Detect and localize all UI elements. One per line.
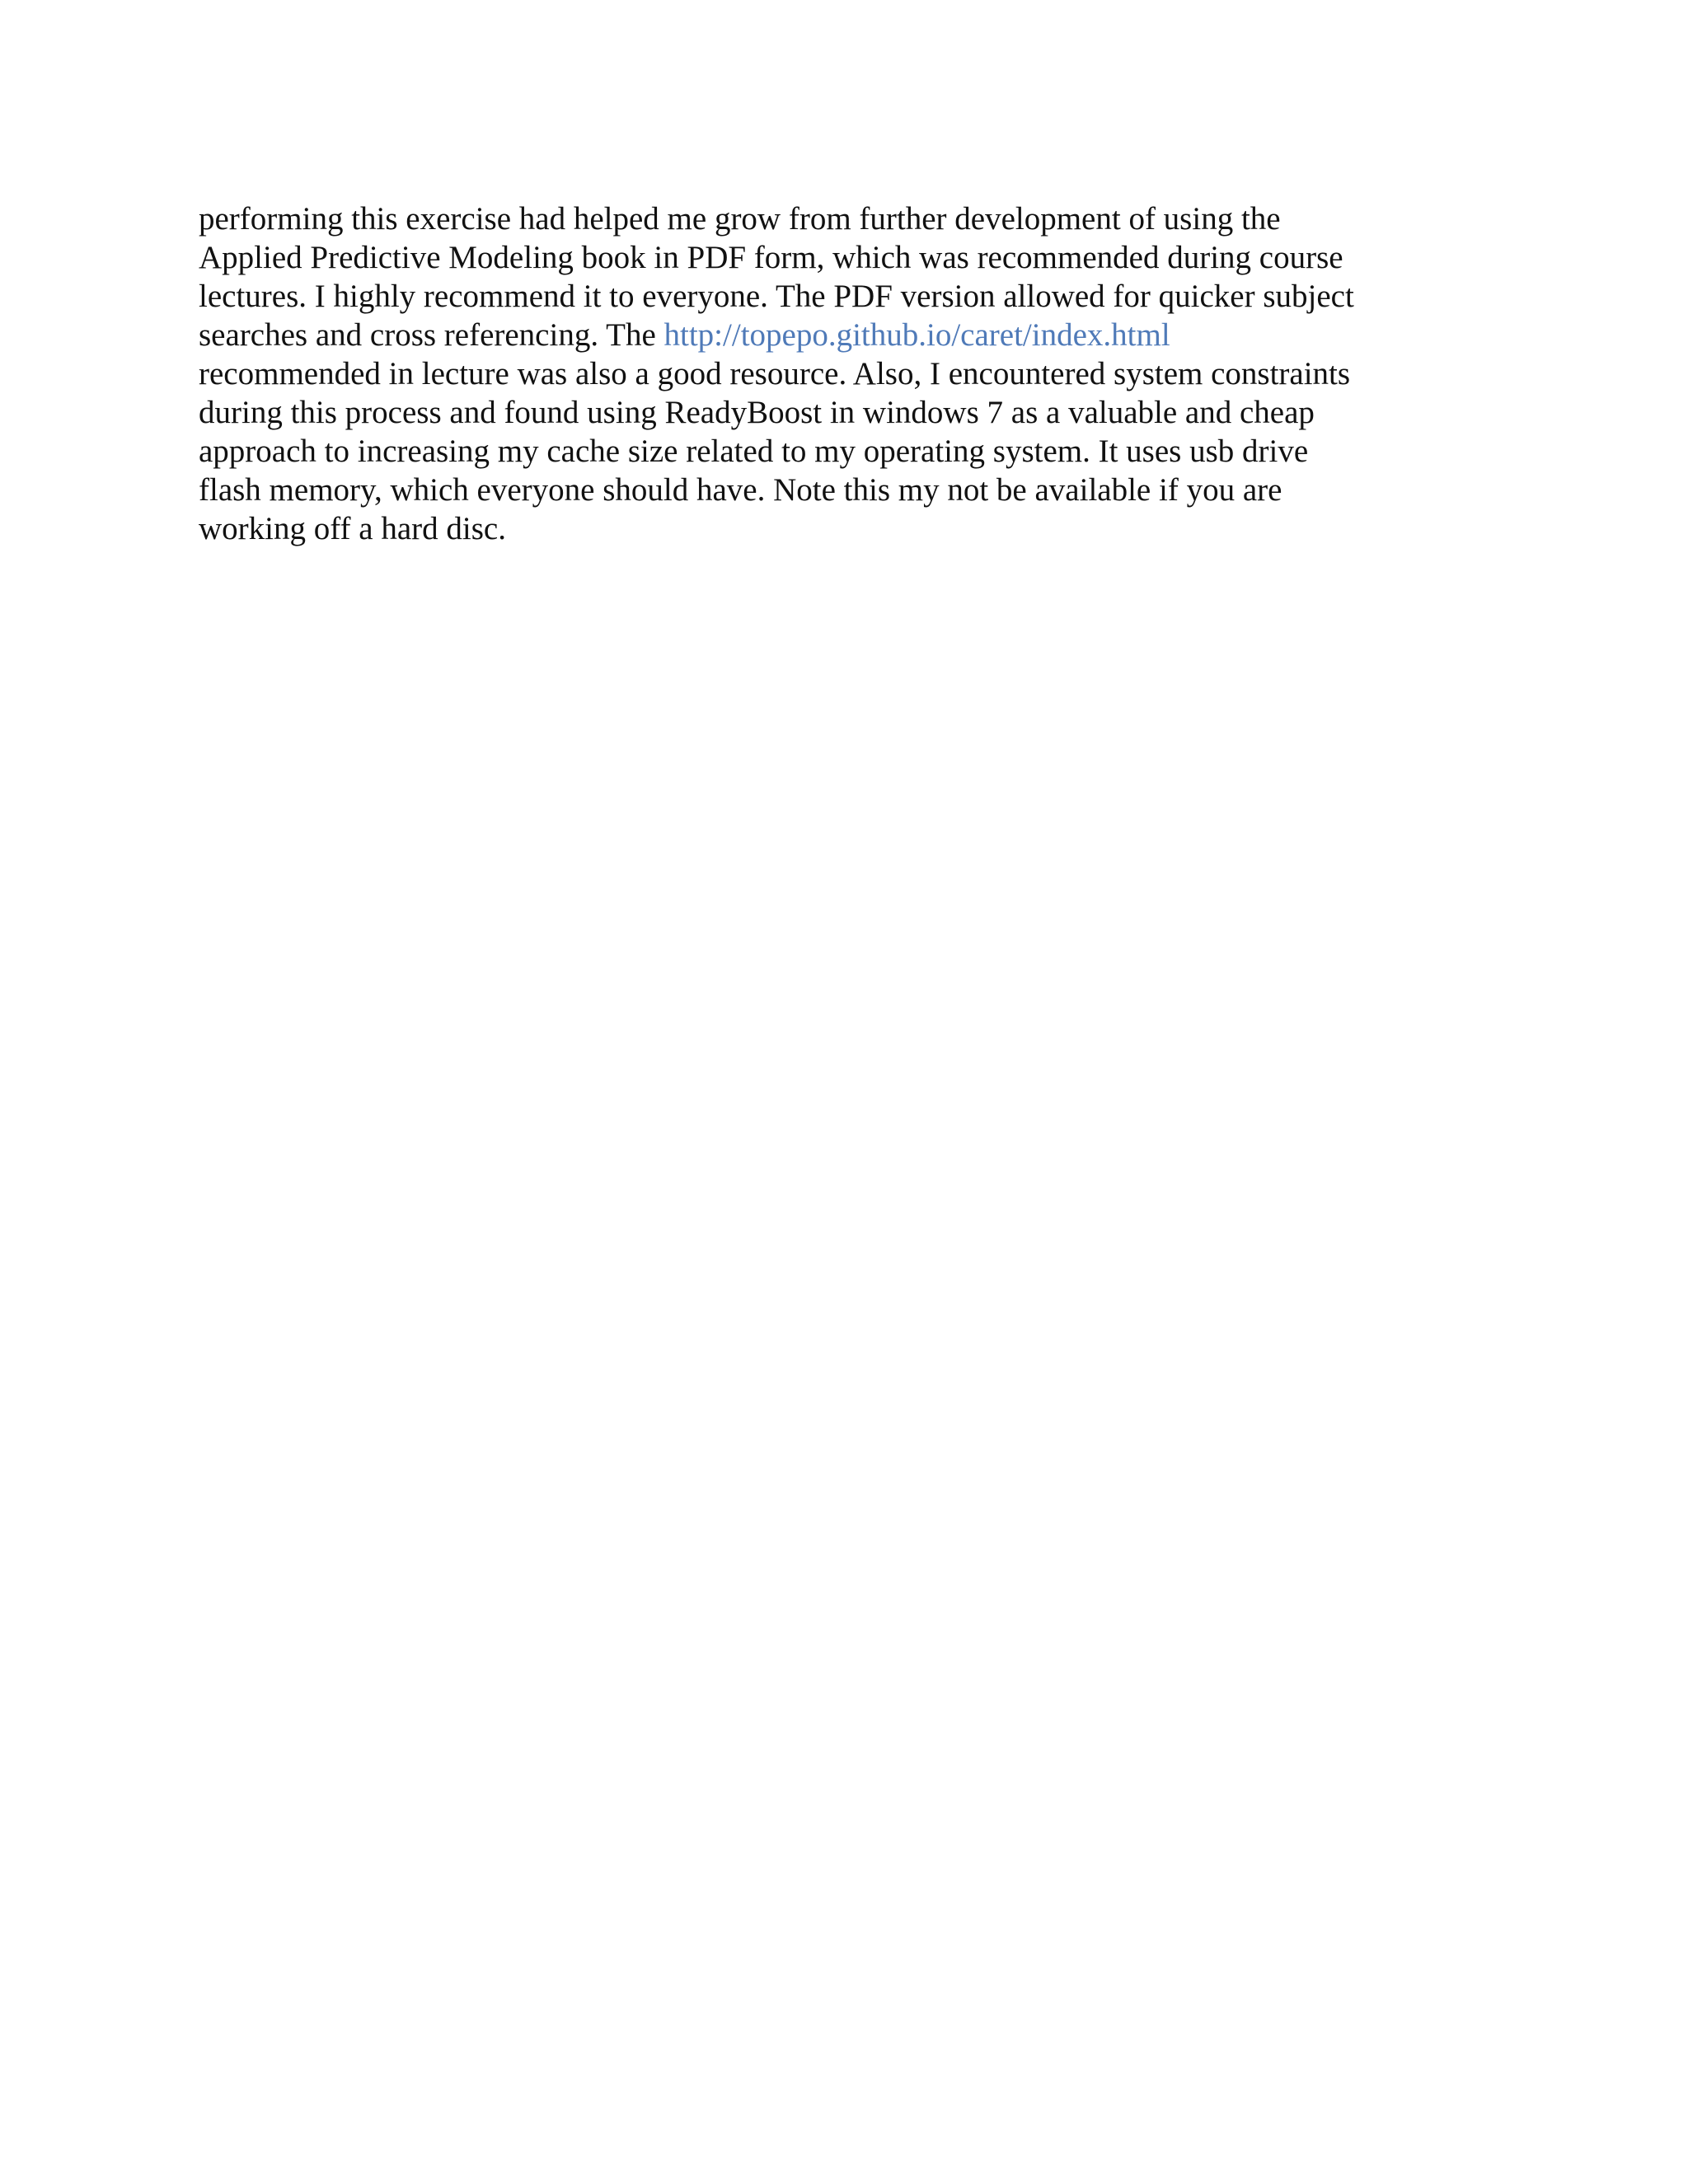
paragraph-line-9: working off a hard disc. — [199, 511, 506, 546]
paragraph-line-7: approach to increasing my cache size related to my operating system. It uses usb drive — [199, 434, 1309, 469]
caret-link[interactable]: http://topepo.github.io/caret/index.html — [663, 317, 1170, 353]
paragraph-line-8: flash memory, which everyone should have. Note this my not be available if you are — [199, 472, 1282, 508]
paragraph-line-5: recommended in lecture was also a good resource. Also, I encountered system constraints — [199, 356, 1351, 391]
document-paragraph — [199, 199, 1484, 548]
paragraph-line-1: performing this exercise had helped me grow from further development of using the — [199, 201, 1281, 237]
paragraph-line-3: lectures. I highly recommend it to everyone. The PDF version allowed for quicker subject — [199, 279, 1354, 314]
paragraph-line-4-text: searches and cross referencing. The — [199, 317, 664, 353]
paragraph-line-4 — [199, 316, 1484, 354]
paragraph-line-2: Applied Predictive Modeling book in PDF form, which was recommended during course — [199, 240, 1343, 275]
paragraph-line-6: during this process and found using ReadyBoost in windows 7 as a valuable and cheap — [199, 395, 1315, 430]
